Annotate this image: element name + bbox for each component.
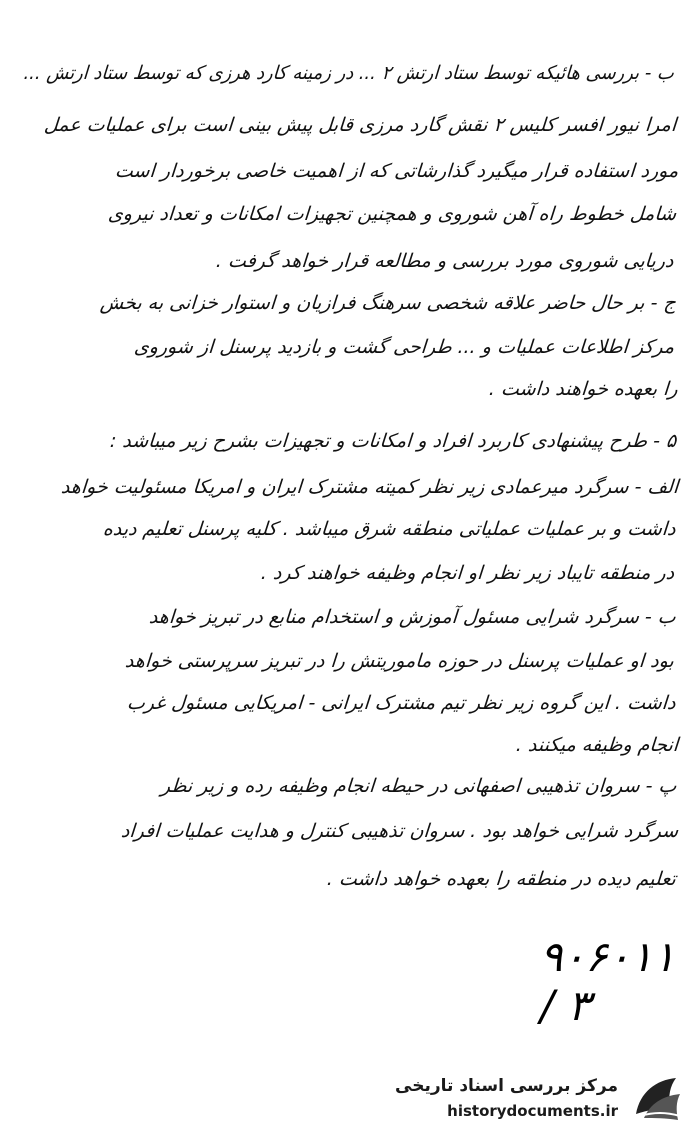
archive-logo-icon: [630, 1074, 686, 1126]
text-line: سرگرد شرایی خواهد بود . سروان تذهیبی کنترل و هدایت عملیات افراد: [119, 820, 679, 842]
text-line: شامل خطوط راه آهن شوروی و همچنین تجهیزات امکانات و تعداد نیروی: [107, 203, 677, 225]
text-line: ب - بررسی هائیکه توسط ستاد ارتش ۲ ... در زمینه کارد هرزی که توسط ستاد ارتش ...: [23, 62, 675, 84]
text-line: بود او عملیات پرسنل در حوزه ماموریتش را در تبریز سرپرستی خواهد: [124, 650, 675, 672]
watermark: [395, 1072, 690, 1128]
text-line: را بعهده خواهند داشت .: [488, 378, 679, 400]
text-line: داشت . این گروه زیر نظر تیم مشترک ایرانی - امریکایی مسئول غرب: [126, 692, 677, 714]
watermark-url: historydocuments.ir: [447, 1102, 618, 1120]
text-line: ۵ - طرح پیشنهادی کاربرد افراد و امکانات و تجهیزات بشرح زیر میباشد :: [108, 430, 677, 452]
watermark-title: مرکز بررسی اسناد تاریخی: [395, 1076, 618, 1096]
text-line: تعلیم دیده در منطقه را بعهده خواهد داشت .: [326, 868, 677, 890]
text-line: ج - بر حال حاضر علاقه شخصی سرهنگ فرازیان و استوار خزانی به بخش: [99, 292, 677, 314]
document-number: ۹۰۶۰۱۱ / ۳: [540, 932, 676, 1030]
text-line: داشت و بر عملیات عملیاتی منطقه شرق میباشد . کلیه پرسنل تعلیم دیده: [102, 518, 677, 540]
text-line: پ - سروان تذهیبی اصفهانی در حیطه انجام وظیفه رده و زیر نظر: [159, 775, 677, 797]
text-line: امرا نیور افسر کلیس ۲ نقش گارد مرزی قابل پیش بینی است برای عملیات عمل: [42, 114, 677, 136]
text-line: الف - سرگرد میرعمادی زیر نظر کمیته مشترک ایران و امریکا مسئولیت خواهد: [59, 476, 679, 498]
text-line: مورد استفاده قرار میگیرد گذارشاتی که از اهمیت خاصی برخوردار است: [113, 160, 679, 182]
text-line: دریایی شوروی مورد بررسی و مطالعه قرار خواهد گرفت .: [215, 250, 675, 272]
text-line: در منطقه تایباد زیر نظر او انجام وظیفه خواهند کرد .: [259, 562, 675, 584]
text-line: ب - سرگرد شرایی مسئول آموزش و استخدام منابع در تبریز خواهد: [148, 606, 677, 628]
text-line: انجام وظیفه میکنند .: [515, 734, 679, 756]
text-line: مرکز اطلاعات عملیات و ... طراحی گشت و بازدید پرسنل از شوروی: [133, 336, 675, 358]
